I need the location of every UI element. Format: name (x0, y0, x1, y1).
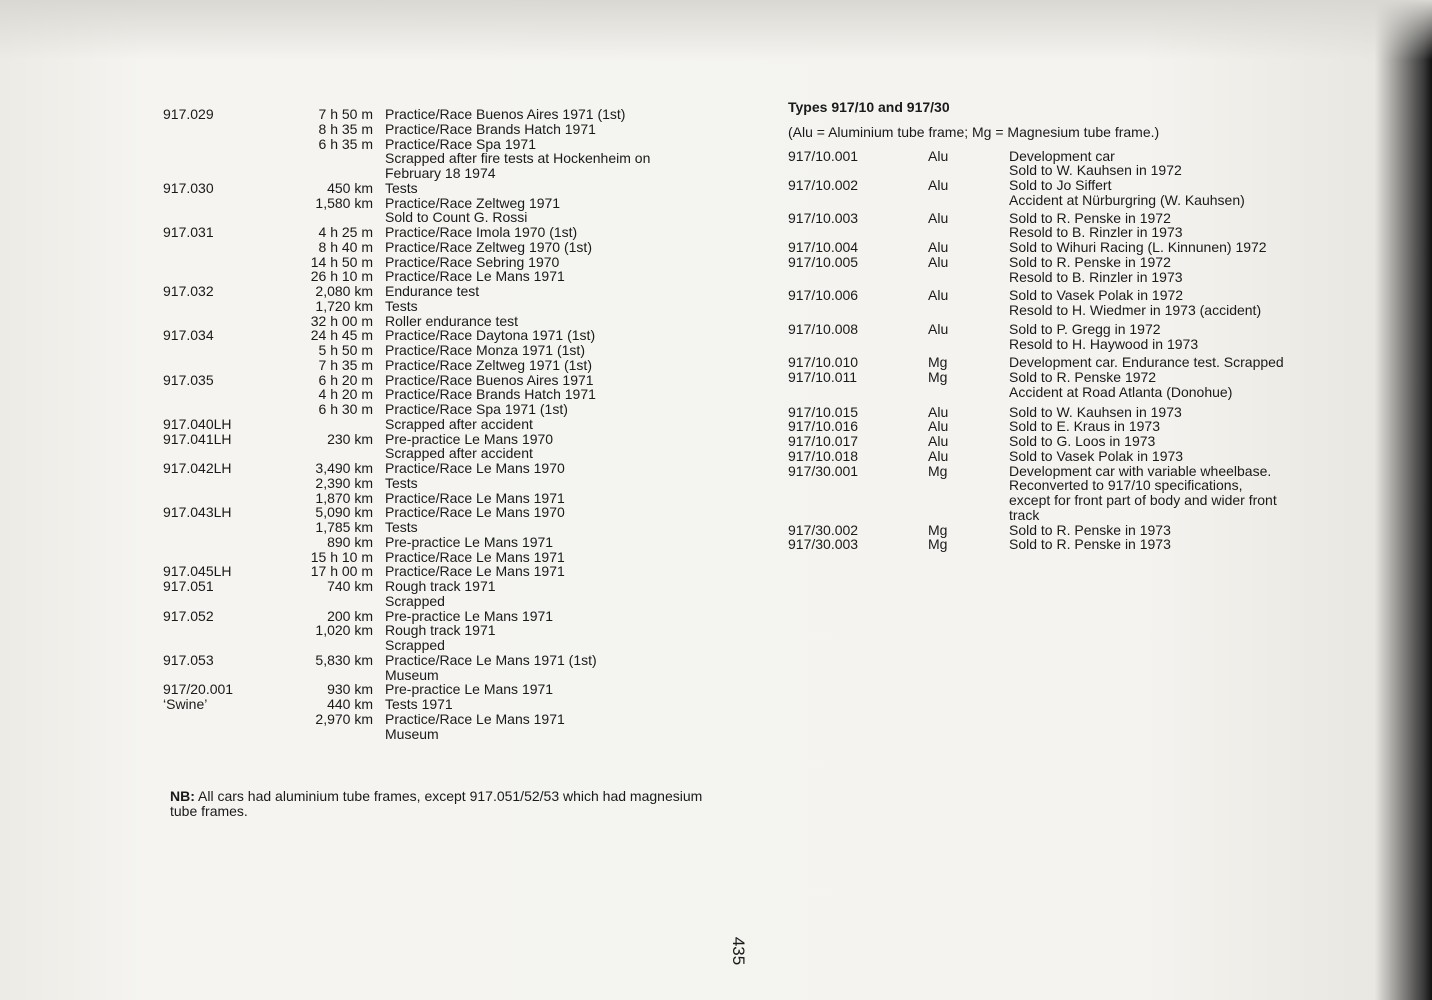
table-row (163, 432, 723, 447)
type-entry (788, 434, 1348, 449)
frame-material: Mg (928, 462, 948, 479)
frame-material: Alu (928, 403, 949, 420)
type-chassis-number: 917/10.003 (788, 209, 859, 226)
history-line: except for front part of body and wider front (1009, 492, 1277, 508)
event-description: Scrapped after accident (385, 445, 533, 462)
table-row (163, 343, 723, 358)
distance-time: 1,785 km (315, 519, 373, 535)
frame-material: Mg (928, 369, 948, 385)
table-row (163, 210, 723, 225)
distance-time: 8 h 35 m (318, 120, 373, 137)
event-description: Practice/Race Imola 1970 (1st) (385, 224, 578, 240)
distance-time: 32 h 00 m (310, 312, 373, 329)
table-row (163, 638, 723, 653)
frame-material: Mg (928, 354, 948, 371)
table-row (163, 417, 723, 432)
history-line: Resold to H. Haywood in 1973 (1009, 335, 1199, 352)
event-description: Practice/Race Zeltweg 1971 (1st) (385, 356, 592, 373)
table-row (163, 520, 723, 535)
frame-material: Alu (928, 209, 949, 226)
type-entry (788, 464, 1348, 523)
distance-time: 930 km (327, 681, 373, 698)
footnote-label: NB: (170, 788, 195, 804)
distance-time: 2,390 km (315, 474, 373, 491)
frame-material: Alu (928, 447, 949, 464)
history-line: Sold to W. Kauhsen in 1973 (1009, 403, 1182, 420)
table-row (163, 314, 723, 329)
event-description: Practice/Race Le Mans 1971 (385, 268, 565, 285)
table-row (163, 491, 723, 506)
table-row (163, 181, 723, 196)
history-line: Sold to W. Kauhsen in 1972 (1009, 162, 1182, 179)
type-history (1009, 149, 1329, 179)
type-entry (788, 255, 1348, 285)
table-row (163, 402, 723, 417)
history-line: Sold to R. Penske in 1972 (1009, 209, 1171, 226)
event-description: Practice/Race Le Mans 1971 (385, 548, 565, 565)
history-line: Sold to R. Penske in 1973 (1009, 536, 1171, 553)
type-entry (788, 419, 1348, 434)
event-description: Practice/Race Buenos Aires 1971 (385, 371, 594, 388)
type-history (1009, 370, 1329, 400)
distance-time: 440 km (327, 696, 373, 712)
history-line: Development car (1009, 147, 1115, 164)
history-line: Accident at Nürburgring (W. Kauhsen) (1009, 191, 1245, 208)
distance-time: 1,580 km (315, 194, 373, 211)
event-description: Pre-practice Le Mans 1970 (385, 430, 554, 447)
table-row (163, 225, 723, 240)
distance-time: 890 km (327, 533, 373, 550)
type-chassis-number: 917/10.017 (788, 433, 859, 449)
distance-time: 14 h 50 m (310, 253, 373, 270)
chassis-number: 917.053 (163, 651, 214, 668)
type-chassis-number: 917/10.010 (788, 354, 859, 371)
event-description: Practice/Race Zeltweg 1970 (1st) (385, 238, 592, 255)
table-row (163, 255, 723, 270)
type-chassis-number: 917/10.016 (788, 418, 859, 435)
table-row (163, 358, 723, 373)
event-description: Scrapped (385, 592, 445, 609)
distance-time: 17 h 00 m (310, 563, 373, 580)
chassis-number: 917.030 (163, 179, 214, 196)
type-history (1009, 464, 1329, 523)
event-description: Practice/Race Le Mans 1970 (385, 504, 565, 521)
table-row (163, 151, 723, 166)
history-line: Sold to Vasek Polak in 1973 (1009, 447, 1184, 464)
table-row (163, 166, 723, 181)
type-history (1009, 449, 1329, 464)
type-chassis-number: 917/30.001 (788, 462, 859, 479)
type-entry (788, 211, 1348, 241)
type-history (1009, 178, 1329, 208)
distance-time: 5,830 km (315, 651, 373, 668)
distance-time: 3,490 km (315, 460, 373, 476)
event-description: Tests (385, 474, 418, 491)
table-row (163, 137, 723, 152)
history-line: Sold to Jo Siffert (1009, 177, 1112, 193)
distance-time: 1,720 km (315, 297, 373, 314)
history-line: Sold to E. Kraus in 1973 (1009, 418, 1160, 435)
chassis-number: 917.042LH (163, 460, 232, 476)
chassis-number: 917.043LH (163, 504, 232, 521)
type-entry (788, 322, 1348, 352)
history-line: Sold to R. Penske 1972 (1009, 369, 1157, 385)
type-entry (788, 449, 1348, 464)
distance-time: 8 h 40 m (318, 238, 373, 255)
frame-material: Alu (928, 418, 949, 435)
page-number: 435 (729, 936, 748, 966)
event-description: Sold to Count G. Rossi (385, 209, 528, 226)
table-row (163, 653, 723, 668)
types-917-10-30-section (788, 100, 1348, 552)
history-line: Resold to H. Wiedmer in 1973 (accident) (1009, 302, 1262, 318)
history-line: Sold to P. Gregg in 1972 (1009, 320, 1161, 337)
chassis-number: 917.040LH (163, 415, 232, 432)
type-entry (788, 405, 1348, 420)
table-row (163, 373, 723, 388)
type-chassis-number: 917/10.011 (788, 369, 858, 385)
table-row (163, 387, 723, 402)
type-chassis-number: 917/10.001 (788, 147, 859, 164)
page-top-shadow (0, 0, 1432, 60)
distance-time: 4 h 25 m (318, 224, 373, 240)
table-row (163, 668, 723, 683)
distance-time: 1,870 km (315, 489, 373, 506)
type-history (1009, 240, 1329, 255)
table-row (163, 594, 723, 609)
table-row (163, 240, 723, 255)
chassis-number: 917.045LH (163, 563, 232, 580)
distance-time: 740 km (327, 578, 373, 594)
event-description: Practice/Race Le Mans 1971 (1st) (385, 651, 597, 668)
history-line: Sold to R. Penske in 1973 (1009, 521, 1171, 538)
frame-material: Alu (928, 320, 949, 337)
type-chassis-number: 917/10.015 (788, 403, 859, 420)
event-description: Pre-practice Le Mans 1971 (385, 607, 554, 624)
event-description: Practice/Race Daytona 1971 (1st) (385, 327, 596, 344)
table-row (163, 697, 723, 712)
frame-legend: (Alu = Aluminium tube frame; Mg = Magnesium tube frame.) (788, 123, 1160, 140)
type-entry (788, 149, 1348, 179)
event-description: Practice/Race Le Mans 1971 (385, 489, 565, 506)
distance-time: 5 h 50 m (318, 342, 373, 358)
event-description: Museum (385, 666, 439, 683)
chassis-number: 917.034 (163, 327, 214, 344)
event-description: Rough track 1971 (385, 578, 496, 594)
frame-material: Alu (928, 177, 949, 193)
event-description: Practice/Race Zeltweg 1971 (385, 194, 561, 211)
distance-time: 230 km (327, 430, 373, 447)
history-line: Development car. Endurance test. Scrapped (1009, 354, 1284, 371)
type-history (1009, 288, 1329, 318)
distance-time: 2,080 km (315, 283, 373, 299)
distance-time: 26 h 10 m (310, 268, 373, 285)
type-history (1009, 405, 1329, 420)
event-description: Roller endurance test (385, 312, 519, 329)
event-description: Rough track 1971 (385, 622, 496, 639)
type-chassis-number: 917/10.006 (788, 287, 859, 304)
chassis-number: 917.052 (163, 607, 214, 624)
event-description: Practice/Race Brands Hatch 1971 (385, 120, 596, 137)
frame-material: Alu (928, 287, 949, 304)
footnote (170, 789, 730, 819)
table-row (163, 299, 723, 314)
type-entry (788, 537, 1348, 552)
table-row (163, 727, 723, 742)
distance-time: 450 km (327, 179, 373, 196)
type-history (1009, 523, 1329, 538)
table-row (163, 476, 723, 491)
history-line: Sold to Wihuri Racing (L. Kinnunen) 1972 (1009, 239, 1267, 255)
table-row (163, 579, 723, 594)
distance-time: 6 h 35 m (318, 135, 373, 152)
type-history (1009, 322, 1329, 352)
type-entry (788, 288, 1348, 318)
type-chassis-number: 917/10.018 (788, 447, 859, 464)
event-description: Practice/Race Sebring 1970 (385, 253, 560, 270)
event-description: Practice/Race Le Mans 1971 (385, 563, 565, 580)
event-description: Scrapped after fire tests at Hockenheim on (385, 150, 651, 167)
table-row (163, 535, 723, 550)
table-row (163, 328, 723, 343)
distance-time: 6 h 20 m (318, 371, 373, 388)
event-description: Endurance test (385, 283, 480, 299)
chassis-number: ‘Swine’ (163, 696, 208, 712)
distance-time: 5,090 km (315, 504, 373, 521)
distance-time: 200 km (327, 607, 373, 624)
distance-time: 7 h 50 m (318, 106, 373, 122)
type-chassis-number: 917/30.002 (788, 521, 859, 538)
history-line: Resold to B. Rinzler in 1973 (1009, 268, 1183, 285)
type-entry (788, 355, 1348, 370)
history-line: Sold to G. Loos in 1973 (1009, 433, 1156, 449)
type-entry (788, 240, 1348, 255)
type-chassis-number: 917/10.008 (788, 320, 859, 337)
chassis-number: 917.032 (163, 283, 214, 299)
type-chassis-number: 917/30.003 (788, 536, 859, 553)
type-history (1009, 434, 1329, 449)
distance-time: 7 h 35 m (318, 356, 373, 373)
event-description: Scrapped (385, 637, 445, 653)
chassis-number: 917.041LH (163, 430, 232, 447)
event-description: Scrapped after accident (385, 415, 533, 432)
table-row (163, 609, 723, 624)
footnote-text: All cars had aluminium tube frames, except 917.051/52/53 which had magnesium tube frames. (170, 788, 703, 819)
frame-material: Alu (928, 253, 949, 270)
frame-material: Mg (928, 521, 948, 538)
type-chassis-number: 917/10.004 (788, 239, 859, 255)
event-description: Tests (385, 179, 418, 196)
type-history (1009, 355, 1329, 370)
table-row (163, 107, 723, 122)
table-row (163, 682, 723, 697)
event-description: Tests (385, 297, 418, 314)
distance-time: 2,970 km (315, 710, 373, 727)
event-description: Pre-practice Le Mans 1971 (385, 681, 554, 698)
table-row (163, 196, 723, 211)
history-line: Accident at Road Atlanta (Donohue) (1009, 383, 1233, 400)
event-description: Tests (385, 519, 418, 535)
chassis-number: 917.051 (163, 578, 214, 594)
event-description: Practice/Race Spa 1971 (385, 135, 536, 152)
distance-time: 4 h 20 m (318, 386, 373, 403)
event-description: Tests 1971 (385, 696, 453, 712)
type-entries-list (788, 149, 1348, 553)
type-chassis-number: 917/10.002 (788, 177, 859, 193)
frame-material: Alu (928, 147, 949, 164)
type-entry (788, 523, 1348, 538)
chassis-number: 917.035 (163, 371, 214, 388)
type-chassis-number: 917/10.005 (788, 253, 859, 270)
type-history (1009, 419, 1329, 434)
table-row (163, 623, 723, 638)
frame-material: Alu (928, 433, 949, 449)
type-history (1009, 211, 1329, 241)
event-description: February 18 1974 (385, 165, 496, 181)
chassis-history-table (163, 107, 723, 741)
table-row (163, 550, 723, 565)
history-line: track (1009, 506, 1040, 523)
table-row (163, 461, 723, 476)
type-history (1009, 255, 1329, 285)
table-row (163, 284, 723, 299)
event-description: Practice/Race Le Mans 1970 (385, 460, 565, 476)
table-row (163, 564, 723, 579)
distance-time: 15 h 10 m (310, 548, 373, 565)
frame-material: Alu (928, 239, 949, 255)
table-row (163, 712, 723, 727)
type-history (1009, 537, 1329, 552)
event-description: Practice/Race Buenos Aires 1971 (1st) (385, 106, 626, 122)
history-line: Development car with variable wheelbase. (1009, 462, 1272, 479)
chassis-number: 917.029 (163, 106, 214, 122)
distance-time: 1,020 km (315, 622, 373, 639)
type-entry (788, 178, 1348, 208)
event-description: Practice/Race Monza 1971 (1st) (385, 342, 585, 358)
chassis-number: 917/20.001 (163, 681, 234, 698)
event-description: Practice/Race Spa 1971 (1st) (385, 401, 568, 417)
event-description: Practice/Race Le Mans 1971 (385, 710, 565, 727)
distance-time: 24 h 45 m (310, 327, 373, 344)
event-description: Museum (385, 725, 439, 742)
distance-time: 6 h 30 m (318, 401, 373, 417)
history-line: Resold to B. Rinzler in 1973 (1009, 224, 1183, 241)
table-row (163, 122, 723, 137)
history-line: Reconverted to 917/10 specifications, (1009, 477, 1243, 494)
table-row (163, 505, 723, 520)
event-description: Pre-practice Le Mans 1971 (385, 533, 554, 550)
history-line: Sold to R. Penske in 1972 (1009, 253, 1171, 270)
frame-material: Mg (928, 536, 948, 553)
table-row (163, 269, 723, 284)
section-heading: Types 917/10 and 917/30 (788, 99, 950, 115)
type-entry (788, 370, 1348, 400)
chassis-number: 917.031 (163, 224, 214, 240)
history-line: Sold to Vasek Polak in 1972 (1009, 287, 1184, 304)
event-description: Practice/Race Brands Hatch 1971 (385, 386, 596, 403)
table-row (163, 446, 723, 461)
